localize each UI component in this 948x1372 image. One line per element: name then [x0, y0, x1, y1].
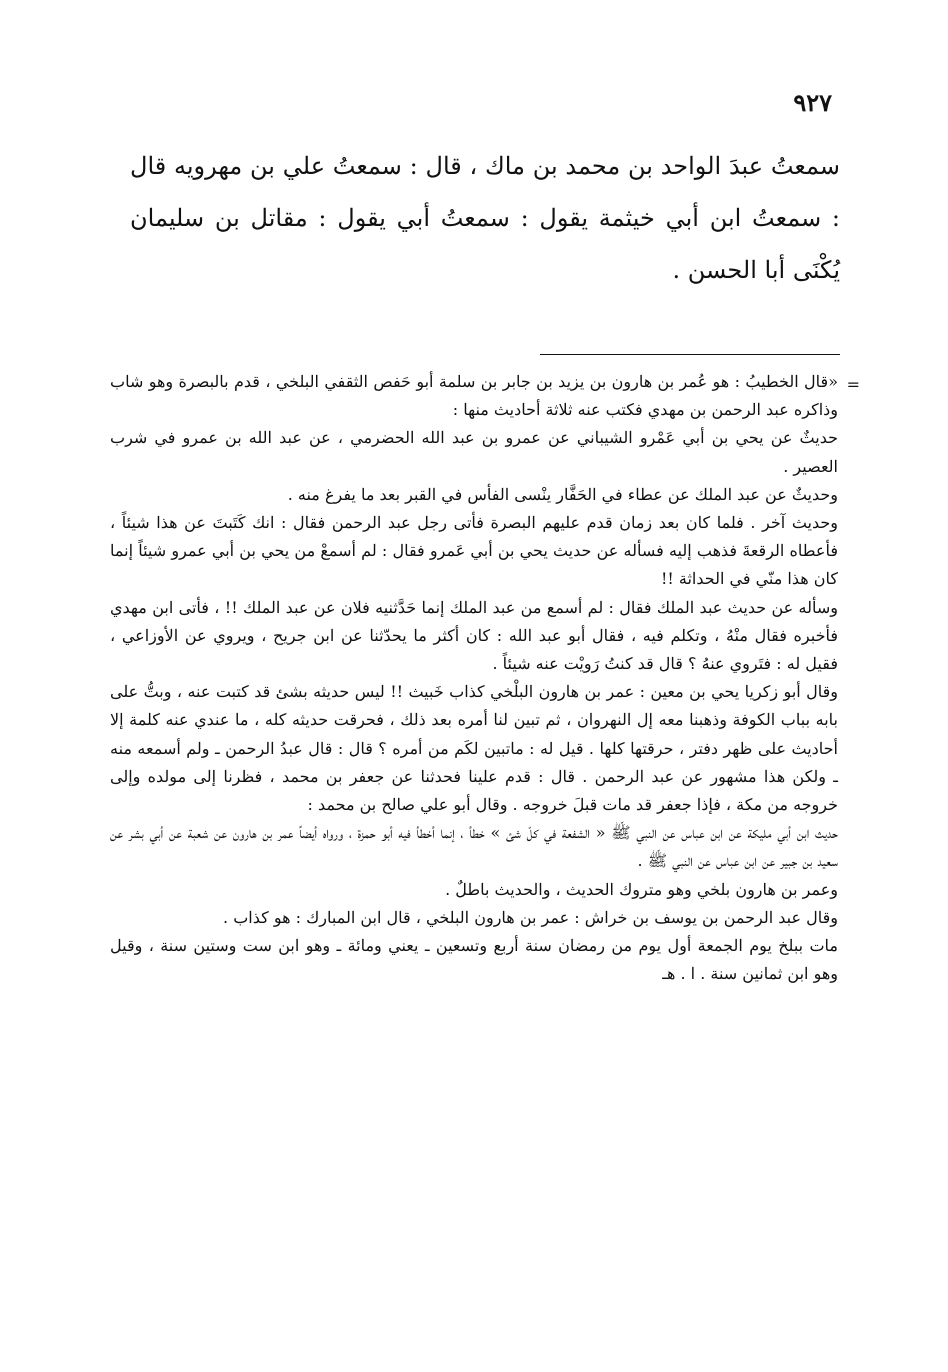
- footnote-paragraph: وقال أبو زكريا يحي بن معين : عمر بن هارون البلْخي كذاب خَبيث !! ليس حديثه بشئ قد كتبت عنه ، وبتُّ على بابه بباب الكوفة وذهبنا معه إل النهروان ، ثم تبين لنا أمره بعد ذلك ، فحرقت حديثه كله ، ما عندي عنه كلمة إلا أحاديث على ظهر دفتر ، حرقتها كلها . قيل له : ماتبين لكَم من أمره ؟ قال : قال عبدُ الرحمن ـ ولم أسمعه منه ـ ولكن هذا مشهور عن عبد الرحمن . قال : قدم علينا فحدثنا عن جعفر بن محمد ، فظرنا إلى مولده وإلى خروجه من مكة ، فإذا جعفر قد مات قبلَ خروجه . وقال أبو علي صالح بن محمد :: [110, 682, 838, 815]
- page-number: ٩٢٧: [793, 88, 832, 117]
- main-text-block: [130, 140, 840, 296]
- footnote-paragraph: وحديثٌ عن عبد الملك عن عطاء في الحَفَّار ينْسى الفأس في القبر بعد ما يفرغ منه .: [287, 484, 838, 504]
- footnote-paragraph: حديث ابن أبي مليكة عن ابن عباس عن النبي ﷺ « الشفعة في كلّ شئ » خطأ ، إنما أخطأ فيه أبو حمزة ، ورواه أيضاً عمر بن هارون عن شعبة عن أبي بشر عن سعيد بن جبير عن ابن عباس عن النبي ﷺ .: [110, 823, 838, 871]
- footnote-paragraph: وقال عبد الرحمن بن يوسف بن خراش : عمر بن هارون البلخي ، قال ابن المبارك : هو كذاب .: [223, 907, 838, 927]
- footnote-continuation-marker: =: [846, 375, 860, 394]
- footnote-paragraph: وحديث آخر . فلما كان بعد زمان قدم عليهم البصرة فأتى رجل عبد الرحمن فقال : انك كَتَبتَ عن هذا شيئاً ، فأعطاه الرقعةَ فذهب إليه فسأله عن حديث يحي بن أبي عَمرو فقال : لم أسمعْ من يحي بن أبي عمرو شيئاً إنما كان هذا منّي في الحداثة !!: [110, 513, 838, 589]
- footnote-paragraph: وعمر بن هارون بلخي وهو متروك الحديث ، والحديث باطلٌ .: [445, 879, 838, 899]
- footnote-paragraph: وسأله عن حديث عبد الملك فقال : لم أسمع من عبد الملك إنما حَدَّثنيه فلان عن عبد الملك !! ، فأتى ابن مهدي فأخبره فقال منْهُ ، وتكلم فيه ، فقال أبو عبد الله : كان أكثر ما يحدّثنا عن ابن جريح ، ويروي عن الأوزاعي ، فقيل له : فتَروي عنهُ ؟ قال قد كنتُ رَويْت عنه شيئاً .: [110, 597, 839, 674]
- footnote-paragraph: مات ببلخ يوم الجمعة أول يوم من رمضان سنة أربع وتسعين ـ يعني ومائة ـ وهو ابن ست وستين سنة ، وقيل وهو ابن ثمانين سنة . ا . هـ: [110, 936, 838, 984]
- footnote-block: [110, 368, 838, 988]
- footnote-paragraph: «قال الخطيبُ : هو عُمر بن هارون بن يزيد بن جابر بن سلمة أبو حَفص الثقفي البلخي ، قدم بالبصرة وهو شاب وذاكره عبد الرحمن بن مهدي فكتب عنه ثلاثة أحاديث منها :: [110, 372, 838, 420]
- main-paragraph: سمعتُ عبدَ الواحد بن محمد بن ماك ، قال : سمعتُ علي بن مهرويه قال : سمعتُ ابن أبي خيثمة يقول : سمعتُ أبي يقول : مقاتل بن سليمان يُكْنَى أبا الحسن .: [130, 152, 840, 284]
- footnote-paragraph: حديثٌ عن يحي بن أبي عَمْرو الشيباني عن عمرو بن عبد الله الحضرمي ، عن عبد الله بن عمرو في شرب العصير .: [110, 428, 838, 476]
- footnote-separator: [540, 354, 840, 355]
